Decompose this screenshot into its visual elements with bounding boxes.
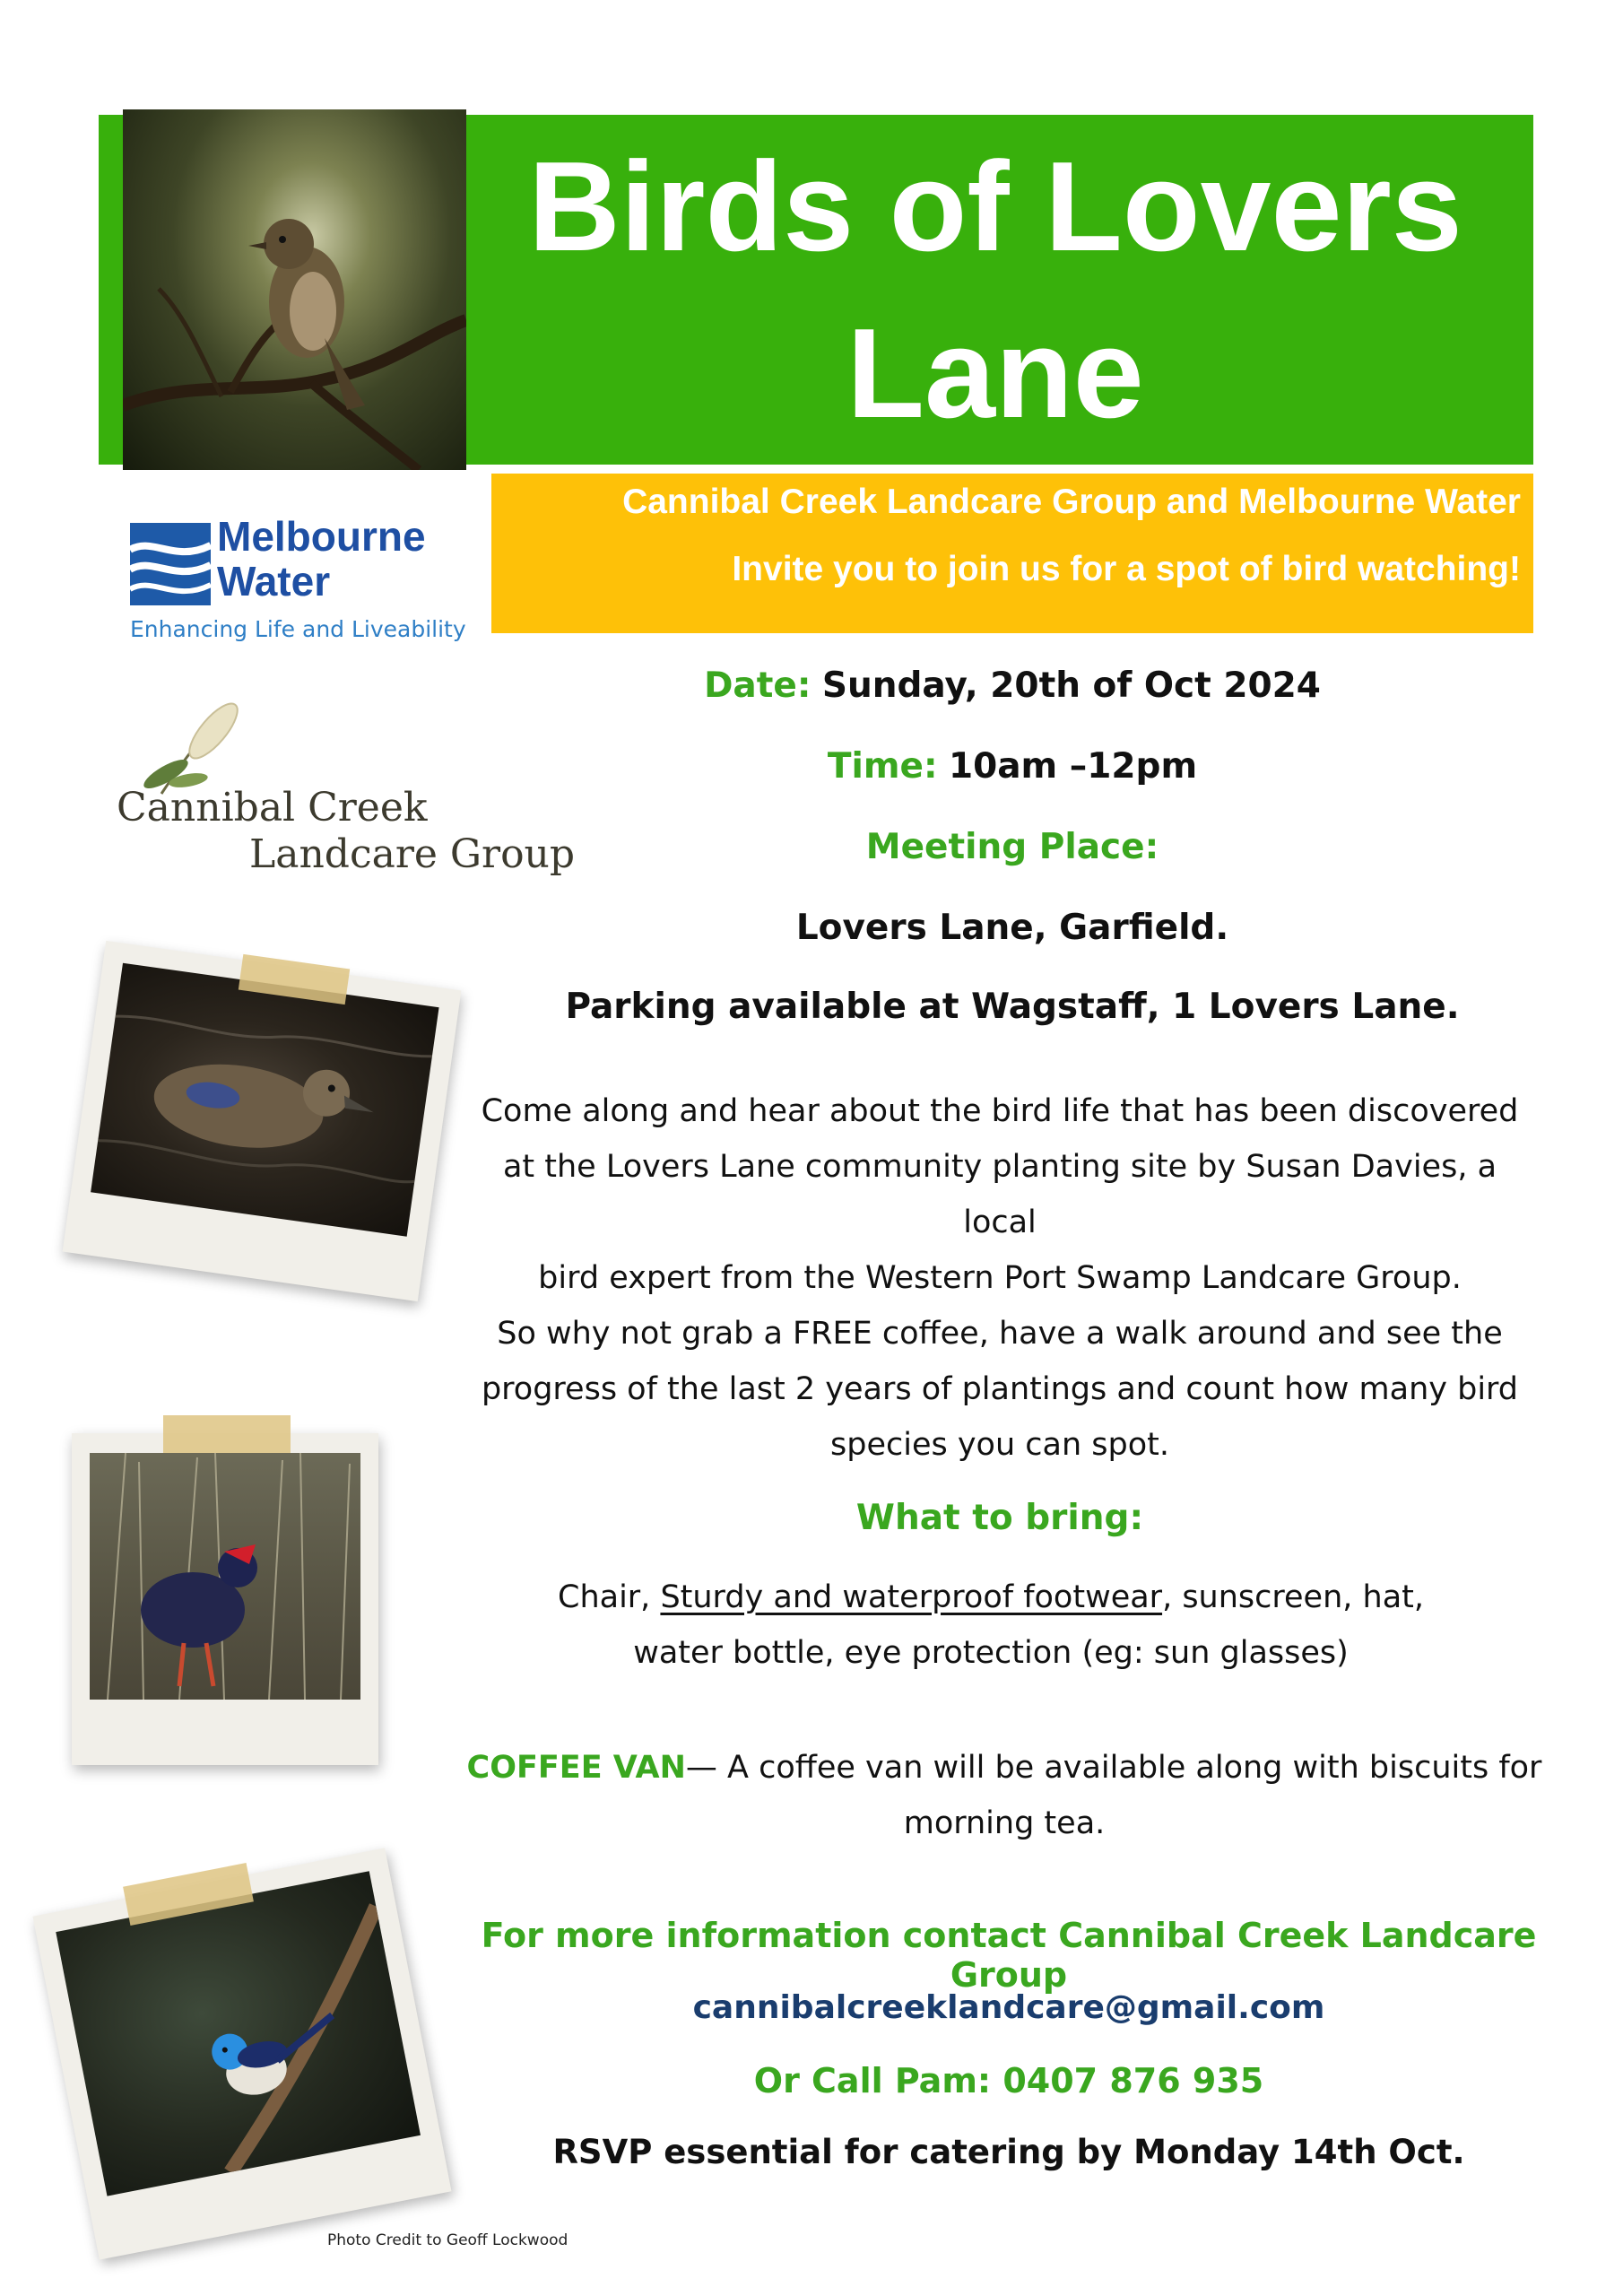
bring-line-1 xyxy=(439,1570,1542,1625)
invite-line-1: Cannibal Creek Landcare Group and Melbourne Water xyxy=(622,483,1521,521)
coffee-van-label: COFFEE VAN xyxy=(466,1750,686,1786)
thrush-on-branch-image xyxy=(123,109,466,470)
cannibal-creek-name-line-2: Landcare Group xyxy=(249,831,576,877)
cannibal-creek-logo xyxy=(117,695,576,892)
bottlebrush-flower-icon xyxy=(135,695,251,798)
coffee-van-note xyxy=(448,1740,1560,1851)
bring-footwear-underlined: Sturdy and waterproof footwear xyxy=(660,1579,1163,1615)
contact-email-link[interactable]: cannibalcreeklandcare@gmail.com xyxy=(692,1989,1325,2026)
date-label: Date: xyxy=(704,665,812,706)
time-label: Time: xyxy=(827,746,938,787)
parking-info: Parking available at Wagstaff, 1 Lovers Lane. xyxy=(565,987,1460,1027)
hero-bird-photo xyxy=(123,109,466,470)
coffee-van-line-1 xyxy=(448,1740,1560,1796)
duck-image xyxy=(91,963,438,1237)
time-row xyxy=(491,746,1533,787)
photo-credit: Photo Credit to Geoff Lockwood xyxy=(327,2231,568,2249)
coffee-paragraph xyxy=(466,1306,1533,1473)
meeting-place-value: Lovers Lane, Garfield. xyxy=(795,908,1229,948)
what-to-bring-heading: What to bring: xyxy=(855,1498,1144,1538)
coffee-van-text: — A coffee van will be available along with biscuits for xyxy=(685,1750,1542,1786)
polaroid-duck xyxy=(63,941,462,1301)
melbourne-water-name-line-2: Water xyxy=(217,558,331,604)
title-line-1: Birds of Lovers xyxy=(528,135,1462,278)
melbourne-water-tagline: Enhancing Life and Liveability xyxy=(130,616,466,642)
intro-line-2: at the Lovers Lane community planting site by Susan Davies, a local xyxy=(502,1149,1497,1240)
melbourne-water-name-line-1: Melbourne xyxy=(217,513,426,560)
what-to-bring-list xyxy=(439,1570,1542,1681)
tape-strip-2 xyxy=(163,1415,291,1453)
invite-banner xyxy=(491,474,1533,633)
coffee-van-line-2: morning tea. xyxy=(903,1805,1106,1841)
fairy-wren-photo xyxy=(56,1871,421,2196)
bring-line-1-end: , sunscreen, hat, xyxy=(1162,1579,1424,1615)
contact-heading: For more information contact Cannibal Creek Landcare Group xyxy=(481,1916,1537,1995)
contact-phone: Or Call Pam: 0407 876 935 xyxy=(753,2061,1264,2100)
intro-line-3: bird expert from the Western Port Swamp Landcare Group. xyxy=(538,1260,1462,1296)
invite-line-2: Invite you to join us for a spot of bird watching! xyxy=(732,550,1521,588)
intro-line-1: Come along and hear about the bird life that has been discovered xyxy=(481,1093,1519,1129)
swamphen-image xyxy=(90,1453,360,1700)
polaroid-fairy-wren xyxy=(32,1848,451,2259)
date-value: Sunday, 20th of Oct 2024 xyxy=(821,665,1321,706)
fairy-wren-image xyxy=(56,1871,421,2196)
melbourne-water-logo xyxy=(126,513,466,650)
coffee-line-3: species you can spot. xyxy=(830,1427,1169,1463)
title-line-2: Lane xyxy=(846,302,1144,445)
bring-line-2: water bottle, eye protection (eg: sun glasses) xyxy=(633,1635,1349,1671)
polaroid-swamphen xyxy=(72,1433,378,1765)
coffee-line-2: progress of the last 2 years of plantings and count how many bird xyxy=(481,1371,1519,1407)
date-row xyxy=(491,665,1533,706)
cannibal-creek-name-line-1: Cannibal Creek xyxy=(117,785,428,831)
meeting-place-label: Meeting Place: xyxy=(865,827,1159,867)
time-value: 10am –12pm xyxy=(948,746,1198,787)
intro-paragraph xyxy=(466,1083,1533,1306)
coffee-line-1: So why not grab a FREE coffee, have a walk around and see the xyxy=(497,1316,1503,1352)
rsvp-note: RSVP essential for catering by Monday 14th Oct. xyxy=(552,2133,1465,2171)
duck-photo xyxy=(91,963,438,1237)
bring-line-1-start: Chair, xyxy=(558,1579,661,1615)
swamphen-photo xyxy=(90,1453,360,1700)
melbourne-water-wave-icon xyxy=(130,523,211,605)
